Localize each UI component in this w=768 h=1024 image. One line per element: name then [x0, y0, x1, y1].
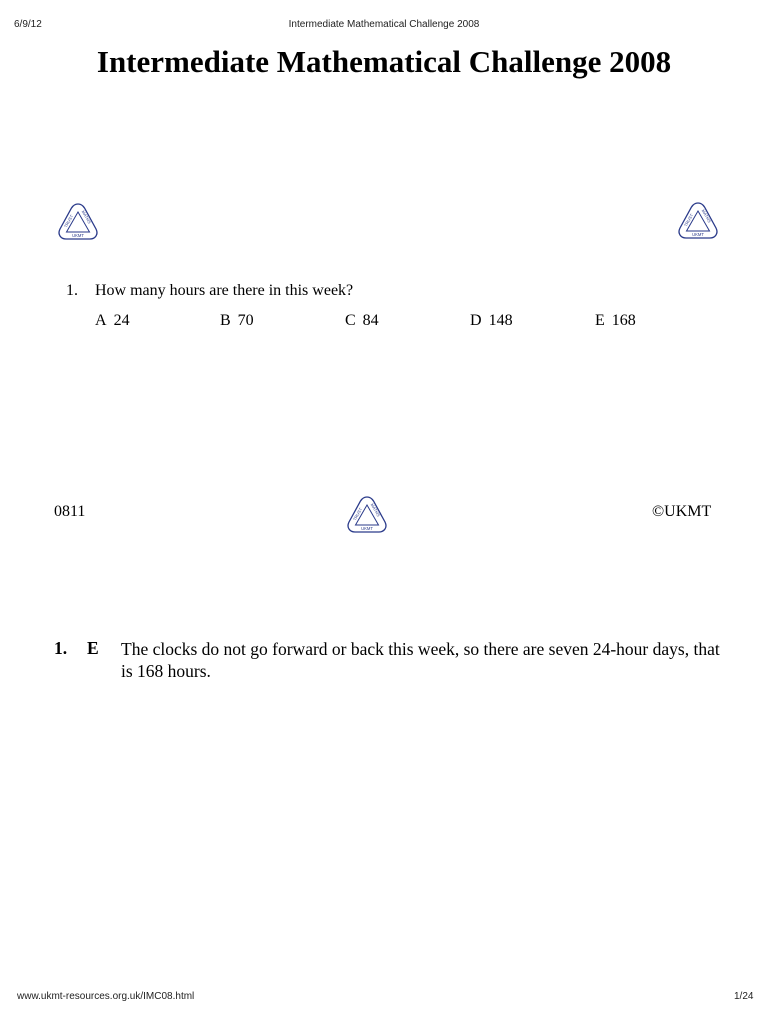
- footer-url-link[interactable]: www.ukmt-resources.org.uk/IMC08.html: [17, 991, 195, 1002]
- option-letter: A: [95, 312, 107, 329]
- question-text: How many hours are there in this week?: [95, 282, 354, 299]
- svg-text:TRUST: TRUST: [683, 212, 695, 228]
- svg-text:TRUST: TRUST: [352, 506, 364, 522]
- ukmt-logo-icon: [344, 494, 390, 536]
- option-c: [345, 312, 379, 330]
- solution-text: The clocks do not go forward or back this week, so there are seven 24-hour days, that is 168 hours.: [121, 639, 720, 681]
- svg-text:UKMT: UKMT: [361, 526, 373, 532]
- solution-number: 1.: [54, 638, 68, 658]
- option-letter: C: [345, 312, 356, 329]
- option-a: [95, 312, 130, 330]
- ukmt-logo-icon: [675, 200, 721, 242]
- option-b: [220, 312, 254, 330]
- print-header-title: Intermediate Mathematical Challenge 2008: [288, 19, 480, 30]
- svg-text:UKMT: UKMT: [72, 233, 84, 239]
- option-letter: E: [595, 312, 605, 329]
- solution-answer: E: [87, 638, 99, 658]
- page-number: 1/24: [734, 991, 754, 1002]
- copyright: ©UKMT: [652, 503, 712, 520]
- option-value: 168: [611, 312, 636, 329]
- print-date: 6/9/12: [14, 19, 42, 30]
- option-value: 70: [237, 312, 254, 329]
- ukmt-logo-center: [344, 494, 390, 536]
- option-value: 148: [488, 312, 513, 329]
- option-e: [595, 312, 636, 330]
- svg-text:MATHS: MATHS: [80, 209, 93, 225]
- svg-text:MATHS: MATHS: [369, 502, 382, 518]
- question-number: 1.: [66, 282, 78, 299]
- option-letter: D: [470, 312, 482, 329]
- option-d: [470, 312, 513, 330]
- svg-text:UKMT: UKMT: [692, 232, 704, 238]
- ukmt-logo-right: [675, 200, 721, 242]
- paper-code: 0811: [54, 503, 86, 520]
- ukmt-logo-icon: [55, 201, 101, 243]
- svg-text:MATHS: MATHS: [700, 208, 713, 224]
- option-value: 84: [362, 312, 379, 329]
- svg-text:TRUST: TRUST: [63, 213, 75, 229]
- option-value: 24: [113, 312, 130, 329]
- option-letter: B: [220, 312, 231, 329]
- ukmt-logo-left: [55, 201, 101, 243]
- page-title: Intermediate Mathematical Challenge 2008: [96, 44, 672, 79]
